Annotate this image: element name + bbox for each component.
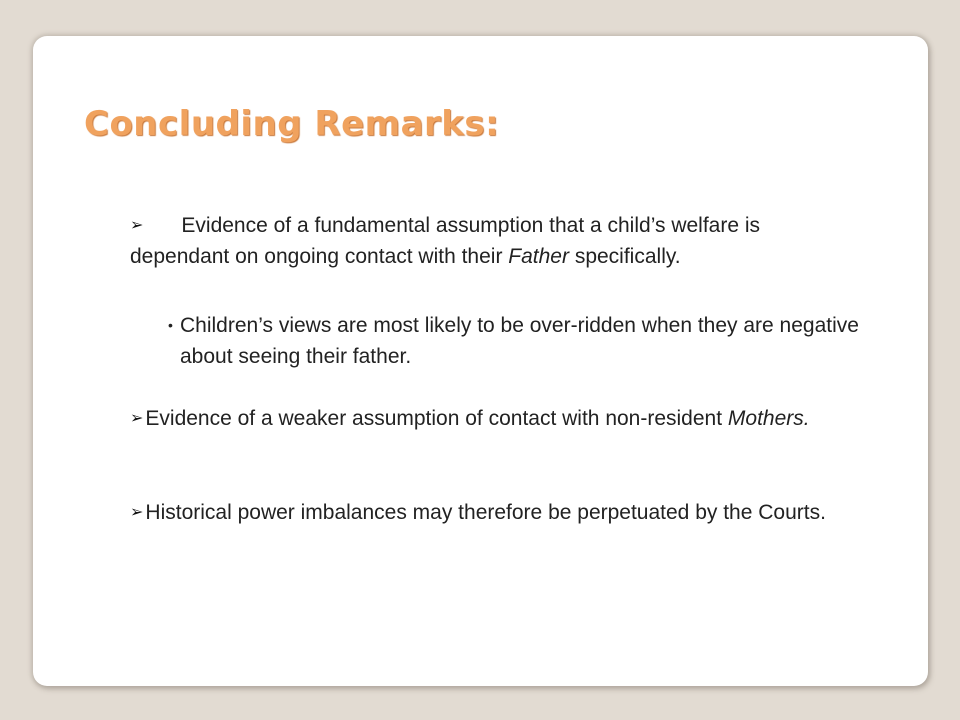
arrow-bullet-icon: ➢: [130, 217, 144, 234]
bullet-text: Historical power imbalances may therefore be perpetuated by the Courts.: [145, 501, 826, 524]
bullet-item-3: [130, 497, 860, 528]
arrow-bullet-icon: ➢: [130, 504, 144, 521]
bullet-text-end: specifically.: [568, 245, 681, 268]
bullet-text: Evidence of a weaker assumption of contact with non-resident: [145, 407, 728, 430]
slide-title: Concluding Remarks:: [84, 104, 500, 144]
arrow-bullet-icon: ➢: [130, 410, 144, 427]
bullet-item-1: [130, 210, 860, 272]
bullet-emphasis: Mothers.: [727, 407, 810, 430]
dot-bullet-icon: •: [168, 317, 173, 333]
sub-bullet-item: [168, 310, 860, 372]
bullet-text: Evidence of a fundamental assumption that a child’s welfare is dependant on ongoing contact with their: [130, 214, 761, 268]
bullet-emphasis: Father: [508, 245, 569, 268]
bullet-item-2: [130, 403, 860, 434]
sub-bullet-text: Children’s views are most likely to be over-ridden when they are negative about seeing their father.: [180, 314, 859, 368]
